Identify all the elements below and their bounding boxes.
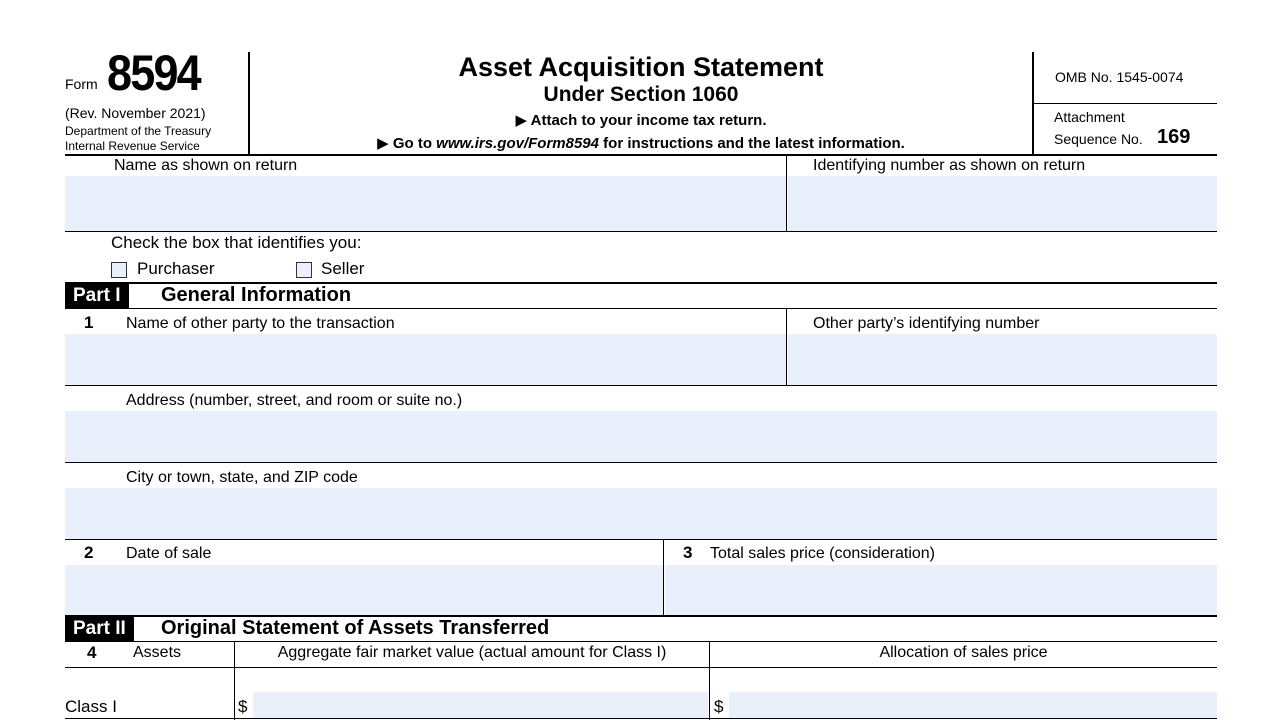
line3-number: 3 [683, 543, 693, 562]
col-assets-header: Assets [133, 644, 182, 661]
form-number: 8594 [107, 45, 200, 101]
name-id-divider [786, 156, 787, 232]
dept-treasury: Department of the Treasury [65, 124, 212, 138]
part2-tag: Part II [65, 617, 134, 641]
other-party-label: Name of other party to the transaction [126, 315, 395, 332]
fmv-field[interactable] [253, 692, 708, 718]
row-bottom-rule [65, 718, 1217, 719]
rule-after-address [65, 462, 1217, 463]
class-label: Class I [65, 697, 117, 716]
city-label: City or town, state, and ZIP code [126, 469, 358, 486]
part2-title: Original Statement of Assets Transferred [161, 617, 550, 639]
form-word: Form [65, 76, 98, 92]
line2-3-divider [663, 540, 664, 615]
sequence-label: Sequence No. [1054, 131, 1143, 147]
header-bottom-rule [65, 154, 1217, 156]
total-price-label: Total sales price (consideration) [710, 545, 935, 562]
date-of-sale-field[interactable] [65, 565, 663, 615]
attachment-label: Attachment [1054, 109, 1125, 125]
form-subtitle: Under Section 1060 [543, 83, 739, 106]
other-party-field[interactable] [65, 334, 786, 385]
line1-divider [786, 309, 787, 385]
fmv-currency: $ [238, 697, 248, 716]
part1-title: General Information [161, 284, 352, 306]
form-revision: (Rev. November 2021) [65, 105, 206, 121]
rule-after-name [65, 231, 1217, 232]
sequence-number: 169 [1157, 126, 1191, 148]
part2-header-rule [65, 667, 1217, 668]
omb-divider [1034, 103, 1217, 104]
city-field[interactable] [65, 488, 1217, 539]
purchaser-label: Purchaser [137, 259, 215, 278]
col-alloc-header: Allocation of sales price [879, 644, 1048, 661]
goto-prefix: ▶ Go to [377, 135, 437, 152]
purchaser-checkbox[interactable] [111, 262, 127, 278]
check-label: Check the box that identifies you: [111, 233, 362, 252]
other-id-field[interactable] [788, 334, 1217, 385]
part2-title-rule [65, 641, 1217, 642]
seller-label: Seller [321, 259, 365, 278]
name-field[interactable] [65, 176, 786, 231]
rule-after-line1 [65, 385, 1217, 386]
id-label: Identifying number as shown on return [813, 157, 1086, 174]
date-of-sale-label: Date of sale [126, 545, 212, 562]
line1-number: 1 [84, 313, 94, 332]
address-field[interactable] [65, 411, 1217, 462]
seller-checkbox[interactable] [296, 262, 312, 278]
address-label: Address (number, street, and room or suite no.) [126, 392, 463, 409]
form-title: Asset Acquisition Statement [458, 52, 824, 82]
col-fmv-header: Aggregate fair market value (actual amount for Class I) [277, 644, 667, 661]
line4-number: 4 [87, 643, 97, 662]
alloc-currency: $ [714, 697, 724, 716]
id-field[interactable] [788, 176, 1217, 231]
name-label: Name as shown on return [114, 157, 298, 174]
goto-suffix: for instructions and the latest information. [599, 135, 905, 152]
rule-after-city [65, 539, 1217, 540]
irs-label: Internal Revenue Service [65, 139, 200, 153]
goto-instruction [250, 134, 1032, 152]
attach-instruction: ▶ Attach to your income tax return. [515, 112, 767, 129]
total-price-field[interactable] [665, 565, 1217, 615]
part1-title-rule [65, 308, 1217, 309]
irs-url-link[interactable]: www.irs.gov/Form8594 [436, 135, 599, 152]
other-id-label: Other party’s identifying number [813, 315, 1040, 332]
part1-tag: Part I [65, 284, 129, 308]
alloc-field[interactable] [729, 692, 1217, 718]
omb-number: OMB No. 1545-0074 [1055, 69, 1184, 85]
line2-number: 2 [84, 543, 94, 562]
